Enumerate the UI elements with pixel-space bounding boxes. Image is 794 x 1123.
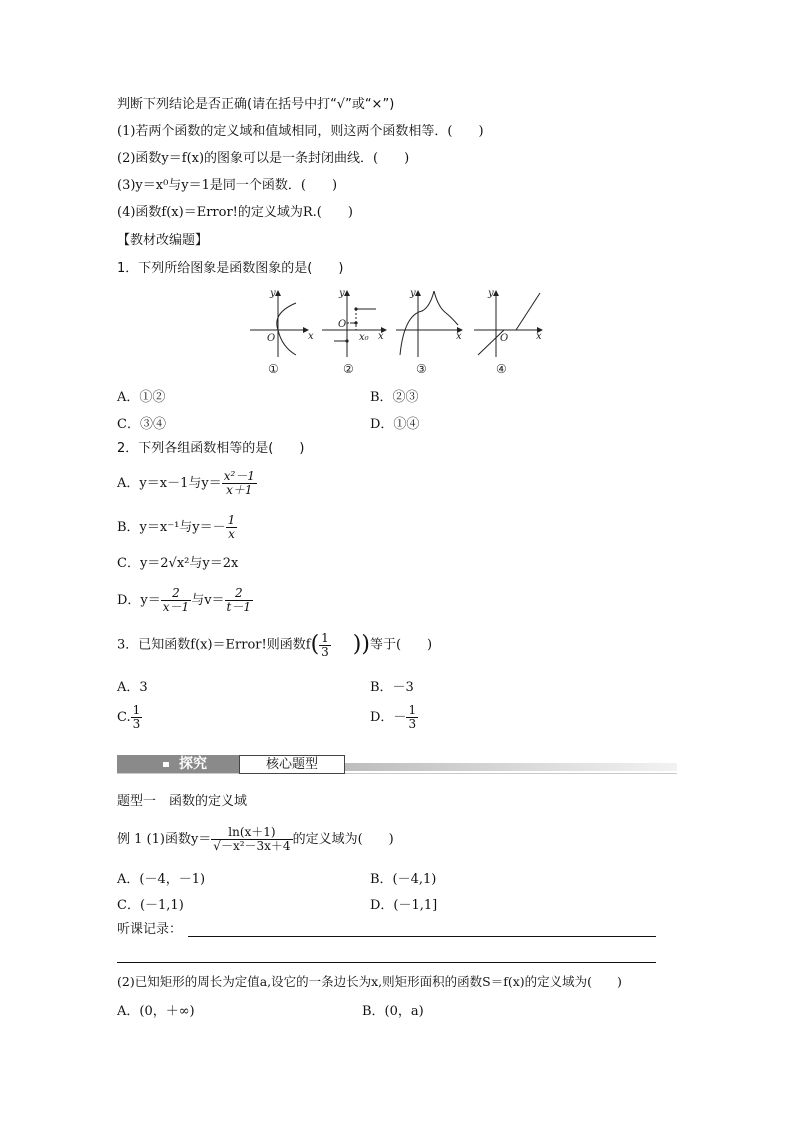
origin-4: O xyxy=(500,333,509,344)
q1-option-d: D．①④ xyxy=(370,417,420,432)
q2-d-den1: x－1 xyxy=(162,600,190,614)
ex1-option-d: D．(－1,1] xyxy=(370,898,438,913)
q3-option-d xyxy=(370,702,418,734)
q3-frac-num: 1 xyxy=(321,630,329,645)
q1-option-c: C．③④ xyxy=(117,417,166,432)
axis-y-3: y xyxy=(410,288,416,299)
axis-x-4: x xyxy=(536,331,542,342)
banner-gradient xyxy=(345,763,677,771)
ex1-fraction xyxy=(211,826,292,853)
q2-d-fraction-1 xyxy=(161,587,191,614)
q2-d-pre: D．y＝ xyxy=(117,593,161,608)
q2-b-den: x xyxy=(228,527,235,541)
q2-b-num: 1 xyxy=(227,513,236,527)
ex1b-option-a: A．(0，＋∞) xyxy=(117,1004,195,1019)
q3-paren-right: )) xyxy=(352,632,370,657)
q3-c-fraction xyxy=(131,704,143,731)
axis-y-1: y xyxy=(270,288,276,299)
axis-x-3: x xyxy=(456,331,462,342)
q2-option-d xyxy=(117,583,253,619)
q2-option-b xyxy=(117,510,237,546)
graph-4 xyxy=(474,291,542,357)
q3-c-pre: C. xyxy=(117,710,131,725)
q3-paren-left: ( xyxy=(310,632,320,657)
ex1-post: 的定义域为( ) xyxy=(292,832,394,847)
note-line-1[interactable] xyxy=(188,936,656,937)
q3-d-num: 1 xyxy=(408,703,417,717)
section-banner xyxy=(117,753,677,775)
graph-3 xyxy=(396,291,462,357)
q3-option-c xyxy=(117,702,142,734)
q3-d-den: 3 xyxy=(408,717,417,731)
q2-d-num1: 2 xyxy=(161,587,191,601)
ex1-option-c: C．(－1,1) xyxy=(117,898,184,913)
banner-square-icon xyxy=(163,762,169,767)
origin-2: O xyxy=(338,319,347,330)
axis-y-2: y xyxy=(339,288,345,299)
judge-heading: 判断下列结论是否正确(请在括号中打“√”或“×”) xyxy=(117,97,395,112)
q2-stem: 2．下列各组函数相等的是( ) xyxy=(117,441,305,456)
q2-d-den2: t－1 xyxy=(226,600,252,614)
axis-y-4: y xyxy=(488,288,494,299)
q2-d-mid: 与v＝ xyxy=(191,593,225,608)
q3-c-den: 3 xyxy=(132,717,141,731)
q2-option-a xyxy=(117,466,257,502)
ex1-den: √－x²－3x＋4 xyxy=(213,839,291,853)
axis-x-1: x xyxy=(308,331,314,342)
q3-stem-pre: 3．已知函数f(x)＝Error!则函数f xyxy=(117,637,311,653)
banner-right-label: 核心题型 xyxy=(239,755,345,774)
q2-b-fraction xyxy=(226,514,238,541)
q3-option-a: A．3 xyxy=(117,680,148,695)
q3-frac-den: 3 xyxy=(321,644,329,659)
q2-a-den: x＋1 xyxy=(226,483,253,497)
graph-2 xyxy=(322,291,386,357)
example-1-part-2-stem: (2)已知矩形的周长为定值a,设它的一条边长为x,则矩形面积的函数S＝f(x)的定义域为( ) xyxy=(117,974,622,989)
graph-1 xyxy=(250,291,308,357)
q2-a-fraction xyxy=(222,470,257,497)
ex1-option-a: A．(－4，－1) xyxy=(117,872,206,887)
q3-d-fraction xyxy=(406,704,418,731)
note-label: 听课记录： xyxy=(117,922,183,937)
figure-label-4: ④ xyxy=(496,362,507,376)
q2-a-text: A．y＝x－1与y＝ xyxy=(117,476,222,491)
q3-c-num: 1 xyxy=(132,703,141,717)
example-1-stem xyxy=(117,820,394,860)
q3-stem-post: 等于( ) xyxy=(369,637,433,653)
figure-label-2: ② xyxy=(343,362,354,376)
q2-d-num2: 2 xyxy=(225,587,253,601)
q1-option-a: A．①② xyxy=(117,390,166,405)
banner-left-label: 探究 xyxy=(179,756,207,772)
textbook-tag: 【教材改编题】 xyxy=(117,233,209,248)
ex1b-option-b: B．(0，a) xyxy=(362,1004,424,1019)
judge-item-1: (1)若两个函数的定义域和值域相同，则这两个函数相等．( ) xyxy=(117,124,484,139)
origin-1: O xyxy=(267,333,276,344)
axis-x-2: x xyxy=(378,331,384,342)
topic-heading: 题型一 函数的定义域 xyxy=(117,794,248,809)
q3-d-pre: D．－ xyxy=(370,710,407,725)
ex1-pre: 例 1 (1)函数y＝ xyxy=(117,832,212,847)
q3-option-b: B．－3 xyxy=(370,680,414,695)
q1-function-graphs xyxy=(246,285,556,377)
figure-label-3: ③ xyxy=(416,362,427,376)
q2-a-num: x²－1 xyxy=(223,469,255,483)
ex1-option-b: B．(－4,1) xyxy=(370,872,437,887)
figure-label-1: ① xyxy=(268,362,279,376)
judge-item-2: (2)函数y＝f(x)的图象可以是一条封闭曲线．( ) xyxy=(117,151,410,166)
ex1-num: ln(x＋1) xyxy=(211,826,292,840)
q2-d-fraction-2 xyxy=(225,587,253,614)
x0-label: x₀ xyxy=(359,332,369,343)
judge-item-3: (3)y＝x⁰与y＝1是同一个函数．( ) xyxy=(117,178,338,193)
banner-dark-block xyxy=(117,755,239,773)
q3-stem xyxy=(117,630,432,661)
q2-b-text: B．y＝x⁻¹与y＝－ xyxy=(117,520,226,535)
q1-option-b: B．②③ xyxy=(370,390,419,405)
q2-option-c: C．y＝2√x²与y＝2x xyxy=(117,556,239,571)
note-line-2[interactable] xyxy=(117,962,656,963)
banner-rule xyxy=(117,773,677,774)
q1-stem: 1．下列所给图象是函数图象的是( ) xyxy=(117,261,344,276)
q3-fraction xyxy=(319,632,331,659)
judge-item-4: (4)函数f(x)＝Error!的定义域为R.( ) xyxy=(117,205,353,220)
